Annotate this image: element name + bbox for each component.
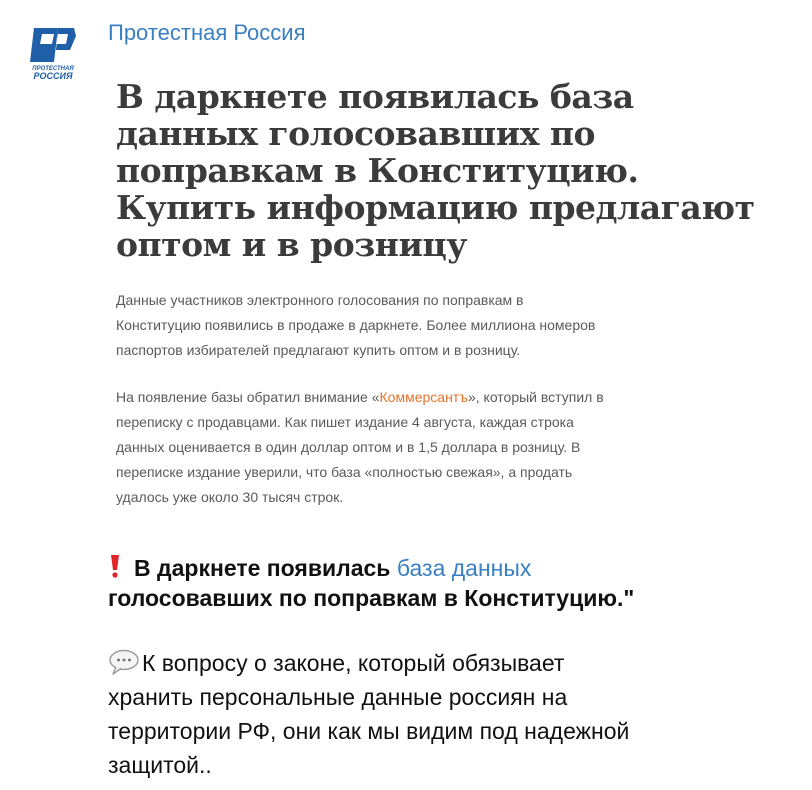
- paragraph-line: переписку с продавцами. Как пишет издание 4 августа, каждая строка: [116, 414, 574, 430]
- article-paragraph-2: [116, 385, 756, 510]
- channel-avatar[interactable]: [24, 24, 82, 82]
- article-paragraph-1: [116, 288, 756, 363]
- comment-line: К вопросу о законе, который обязывает: [142, 650, 565, 676]
- kommersant-link: Коммерсантъ: [379, 389, 468, 405]
- comment-line: защитой..: [108, 752, 212, 778]
- paragraph-line: паспортов избирателей предлагают купить оптом и в розницу.: [116, 342, 521, 358]
- comment-line: хранить персональные данные россиян на: [108, 684, 568, 710]
- database-link[interactable]: база данных: [396, 555, 532, 581]
- headline-line: поправкам в Конституцию.: [116, 151, 639, 190]
- post-comment: [108, 646, 798, 782]
- highlight-text: В даркнете появилась: [134, 555, 397, 581]
- paragraph-line: переписке издание уверили, что база «полностью свежая», а продать: [116, 464, 573, 480]
- speech-bubble-icon: [108, 649, 140, 675]
- comment-line: территории РФ, они как мы видим под надежной: [108, 718, 630, 744]
- logo-text-bottom: РОССИЯ: [33, 71, 73, 81]
- paragraph-line: Данные участников электронного голосования по поправкам в: [116, 292, 524, 308]
- highlight-text: голосовавших по поправкам в Конституцию.": [108, 585, 635, 611]
- article-headline: [116, 78, 796, 263]
- headline-line: данных голосовавших по: [116, 114, 596, 153]
- post-highlight: [108, 552, 798, 613]
- channel-logo-icon: [24, 24, 82, 82]
- headline-line: оптом и в розницу: [116, 225, 467, 264]
- paragraph-line: данных оценивается в один доллар оптом и в 1,5 доллара в розницу. В: [116, 439, 581, 455]
- logo-text-top: ПРОТЕСТНАЯ: [32, 66, 74, 72]
- paragraph-text: », который вступил в: [467, 389, 604, 405]
- paragraph-line: Конституцию появились в продаже в даркнете. Более миллиона номеров: [116, 317, 596, 333]
- exclamation-icon: [108, 554, 122, 585]
- channel-name-link[interactable]: Протестная Россия: [108, 20, 306, 45]
- headline-line: В даркнете появилась база: [116, 77, 634, 116]
- headline-line: Купить информацию предлагают: [116, 188, 755, 227]
- paragraph-line: удалось уже около 30 тысяч строк.: [116, 489, 344, 505]
- paragraph-text: На появление базы обратил внимание «: [116, 389, 380, 405]
